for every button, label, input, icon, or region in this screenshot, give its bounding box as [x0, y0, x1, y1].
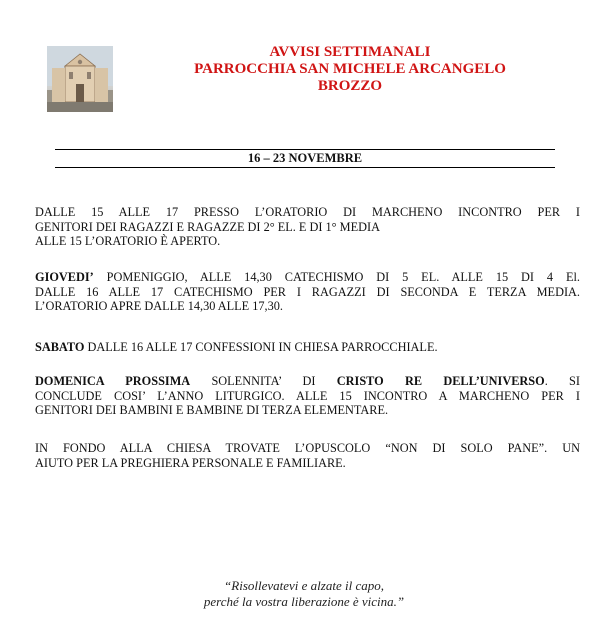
closing-quote	[0, 578, 608, 610]
day-label: GIOVEDI’	[35, 270, 94, 284]
day-label: SABATO	[35, 340, 85, 354]
week-dates: 16 – 23 NOVEMBRE	[247, 151, 363, 165]
header-town: BROZZO	[317, 78, 383, 94]
notice-header	[120, 44, 580, 95]
top-divider	[55, 149, 555, 150]
notice-paragraph-5: IN FONDO ALLA CHIESA TROVATE L’OPUSCOLO “NON DI SOLO PANE”. UN AIUTO PER LA PREGHIERA PERSONALE E FAMILIARE.	[35, 441, 580, 470]
header-parish: PARROCCHIA SAN MICHELE ARCANGELO	[194, 61, 506, 77]
header-title: AVVISI SETTIMANALI	[269, 44, 431, 60]
notice-paragraph-1: DALLE 15 ALLE 17 PRESSO L’ORATORIO DI MARCHENO INCONTRO PER I GENITORI DEI RAGAZZI E RAGAZZE DI 2° EL. E DI 1° MEDIA ALLE 15 L’ORATORIO È APERTO.	[35, 205, 580, 248]
feast-name: CRISTO RE DELL’UNIVERSO	[336, 374, 545, 388]
quote-line-2: perché la vostra liberazione è vicina.”	[203, 594, 405, 609]
notice-paragraph-4: DOMENICA PROSSIMA SOLENNITA’ DI CRISTO RE DELL’UNIVERSO. SI CONCLUDE COSI’ L’ANNO LITURGICO. ALLE 15 INCONTRO A MARCHENO PER I GENITORI DEI BAMBINI E BAMBINE DI TERZA ELEMENTARE.	[35, 374, 580, 417]
church-photo-icon	[47, 46, 113, 112]
notice-paragraph-3: SABATO DALLE 16 ALLE 17 CONFESSIONI IN CHIESA PARROCCHIALE.	[35, 340, 438, 354]
quote-line-1: “Risollevatevi e alzate il capo,	[224, 578, 384, 593]
day-label: DOMENICA PROSSIMA	[35, 374, 191, 388]
bottom-divider	[55, 167, 555, 168]
notice-paragraph-2: GIOVEDI’ POMENIGGIO, ALLE 14,30 CATECHISMO DI 5 EL. ALLE 15 DI 4 El. DALLE 16 ALLE 17 CATECHISMO PER I RAGAZZI DI SECONDA E TERZA MEDIA. L’ORATORIO APRE DALLE 14,30 ALLE 17,30.	[35, 270, 580, 313]
